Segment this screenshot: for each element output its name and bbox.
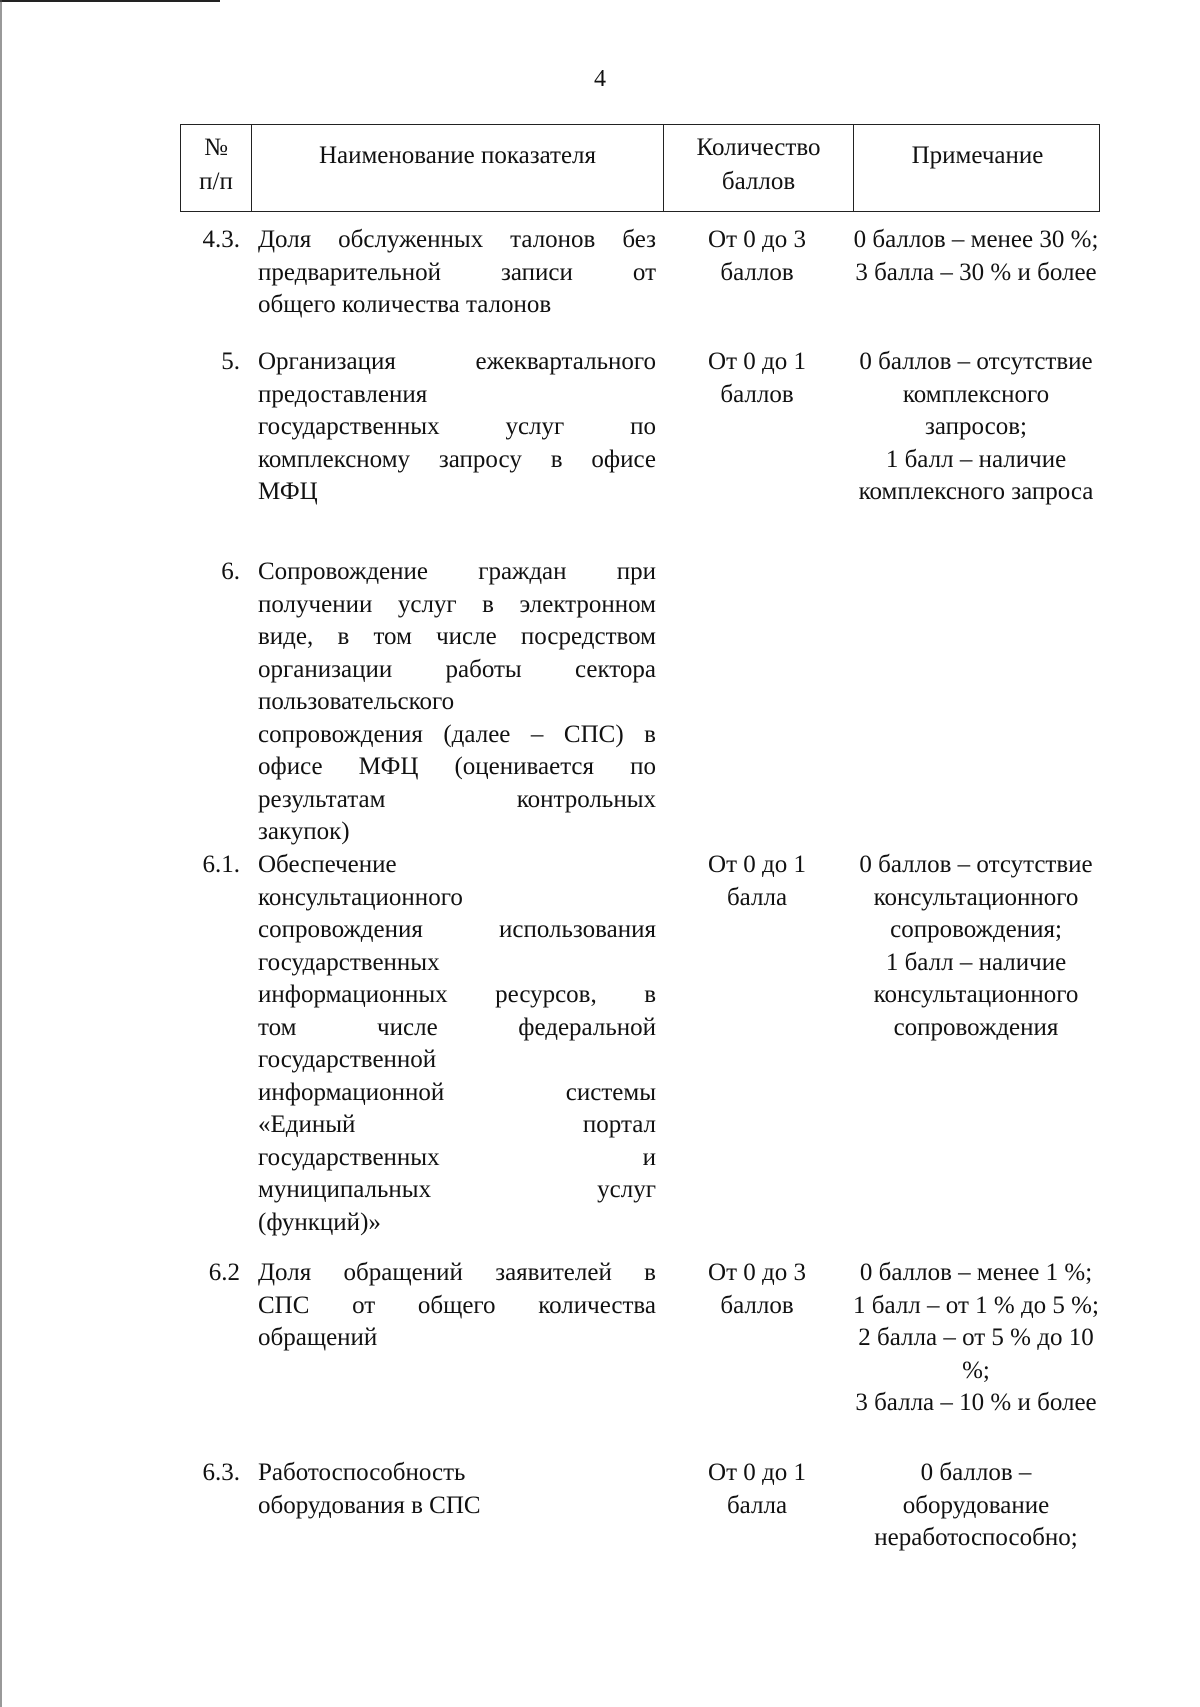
row-score [662, 556, 852, 849]
table-row [180, 556, 1100, 849]
indicator-name-line: консультационного [258, 883, 463, 911]
indicator-name-line: Обеспечение [258, 851, 397, 878]
indicator-name-line: муниципальных услуг [258, 1176, 656, 1203]
row-note: 0 баллов – менее 1 %; 1 балл – от 1 % до 5 %; 2 балла – от 5 % до 10 %; 3 балла – 10 % и более [853, 1259, 1099, 1416]
scan-edge-top [0, 0, 220, 2]
indicator-name-line: государственных услуг по [258, 413, 656, 440]
row-score: От 0 до 1 балла [708, 1459, 806, 1519]
page-number: 4 [594, 66, 606, 92]
header-indicator-name: Наименование показателя [251, 125, 663, 211]
scan-edge-left [0, 0, 2, 1707]
table-row [180, 1257, 1100, 1457]
indicator-name-line: обращений [258, 1324, 378, 1351]
indicator-name-line: Организация ежеквартального [258, 348, 656, 375]
row-score: От 0 до 3 баллов [708, 226, 806, 286]
row-indicator-name [250, 849, 662, 1257]
indicator-name-line: Сопровождение граждан при [258, 558, 656, 585]
row-score: От 0 до 3 баллов [708, 1259, 806, 1319]
indicator-name-line: офисе МФЦ (оценивается по [258, 753, 656, 780]
row-number: 4.3. [202, 226, 240, 253]
row-indicator-name [250, 1457, 662, 1577]
header-note: Примечание [853, 125, 1101, 211]
indicator-name-line: государственных [258, 948, 440, 976]
indicator-name-line: том числе федеральной [258, 1013, 656, 1041]
indicator-name-line: (функций)» [258, 1208, 381, 1236]
row-note: 0 баллов – отсутствие консультационного сопровождения; 1 балл – наличие консультационного сопровождения [859, 851, 1093, 1041]
table-row [180, 224, 1100, 346]
row-indicator-name [250, 346, 662, 556]
row-indicator-name [250, 224, 662, 346]
indicator-name-line: предоставления [258, 380, 428, 408]
row-number: 6.2 [208, 1259, 240, 1286]
indicator-name-line: виде, в том числе посредством [258, 623, 656, 650]
row-indicator-name [250, 1257, 662, 1457]
table-row [180, 849, 1100, 1257]
row-note [852, 556, 1100, 849]
indicator-name-line: получении услуг в электронном [258, 590, 656, 618]
indicator-name-line: оборудования в СПС [258, 1491, 481, 1519]
indicator-name-line: государственных и [258, 1143, 656, 1171]
indicator-name-line: сопровождения использования [258, 916, 656, 943]
indicator-name-line: закупок) [258, 818, 350, 845]
indicator-name-line: комплексному запросу в офисе [258, 445, 656, 473]
row-number: 6.1. [202, 851, 240, 878]
table-body [180, 224, 1100, 1577]
row-note: 0 баллов – оборудование неработоспособно; [874, 1459, 1078, 1551]
row-note: 0 баллов – менее 30 %; 3 балла – 30 % и более [853, 226, 1099, 286]
row-number: 5. [221, 348, 240, 375]
indicator-name-line: предварительной записи от [258, 258, 656, 286]
header-score-count: Количество баллов [663, 125, 853, 211]
indicator-name-line: результатам контрольных [258, 785, 656, 813]
row-number: 6.3. [202, 1459, 240, 1486]
indicator-name-line: сопровождения (далее – СПС) в [258, 720, 656, 748]
indicator-name-line: информационной системы [258, 1078, 656, 1106]
criteria-table [180, 124, 1100, 1577]
indicator-name-line: МФЦ [258, 478, 318, 505]
row-indicator-name [250, 556, 662, 849]
indicator-name-line: СПС от общего количества [258, 1291, 656, 1319]
row-number: 6. [221, 558, 240, 585]
table-row [180, 346, 1100, 556]
indicator-name-line: Доля обращений заявителей в [258, 1259, 656, 1286]
row-score: От 0 до 1 балла [708, 851, 806, 911]
header-number: № п/п [199, 134, 233, 195]
indicator-name-line: общего количества талонов [258, 291, 552, 318]
indicator-name-line: Доля обслуженных талонов без [258, 226, 656, 253]
indicator-name-line: «Единый портал [258, 1111, 656, 1138]
row-note: 0 баллов – отсутствие комплексного запросов; 1 балл – наличие комплексного запроса [858, 348, 1094, 505]
row-score: От 0 до 1 баллов [708, 348, 806, 408]
indicator-name-line: Работоспособность [258, 1459, 466, 1486]
indicator-name-line: организации работы сектора [258, 655, 656, 683]
table-header [180, 124, 1100, 212]
table-row [180, 1457, 1100, 1577]
indicator-name-line: государственной [258, 1046, 437, 1073]
indicator-name-line: пользовательского [258, 688, 455, 715]
indicator-name-line: информационных ресурсов, в [258, 981, 656, 1008]
